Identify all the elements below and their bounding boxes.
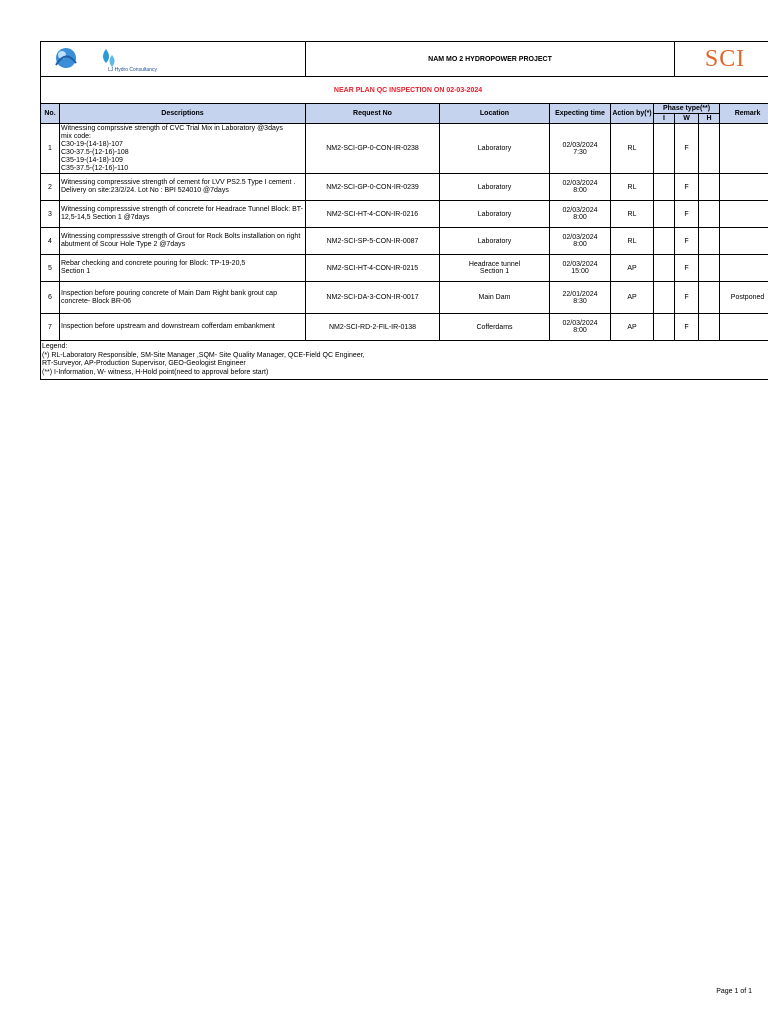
col-location: Location — [440, 104, 550, 124]
row-action-by: AP — [611, 282, 654, 314]
row-location: Laboratory — [440, 228, 550, 255]
row-phase-h — [699, 314, 720, 341]
row-request-no: NM2-SCI-HT-4-CON-IR-0216 — [306, 201, 440, 228]
col-no: No. — [41, 104, 60, 124]
row-phase-h — [699, 201, 720, 228]
legend — [41, 341, 768, 380]
col-remark: Remark — [720, 104, 768, 124]
row-expecting-time: 02/03/2024 8:00 — [550, 228, 611, 255]
col-action-by: Action by(*) — [611, 104, 654, 124]
row-description: Witnessing compresssive strength of concrete for Headrace Tunnel Block: BT-12,5-14,5 Section 1 @7days — [60, 201, 306, 228]
row-expecting-time: 02/03/2024 8:00 — [550, 201, 611, 228]
table-row — [41, 201, 768, 228]
inspection-table — [40, 41, 768, 380]
row-phase-h — [699, 124, 720, 174]
legend-line: (*) RL-Laboratory Responsible, SM-Site Manager ,SQM- Site Quality Manager, QCE-Field QC Engineer, — [42, 351, 365, 359]
row-request-no: NM2-SCI-DA-3-CON-IR-0017 — [306, 282, 440, 314]
table-row — [41, 314, 768, 341]
row-phase-w: F — [675, 314, 699, 341]
row-no: 5 — [41, 255, 60, 282]
row-phase-w: F — [675, 255, 699, 282]
table-row — [41, 228, 768, 255]
row-phase-w: F — [675, 174, 699, 201]
col-request-no: Request No — [306, 104, 440, 124]
row-request-no: NM2-SCI-SP-5-CON-IR-0087 — [306, 228, 440, 255]
row-description: Witnessing compresssive strength of Grout for Rock Bolts installation on right abutment of Scour Hole Type 2 @7days — [60, 228, 306, 255]
legend-title: Legend: — [42, 343, 68, 350]
row-location: Cofferdams — [440, 314, 550, 341]
row-phase-h — [699, 255, 720, 282]
row-request-no: NM2-SCI-GP-0-CON-IR-0238 — [306, 124, 440, 174]
row-action-by: AP — [611, 255, 654, 282]
row-phase-i — [654, 282, 675, 314]
row-description: Rebar checking and concrete pouring for Block: TP-19-20,5 Section 1 — [60, 255, 306, 282]
row-request-no: NM2-SCI-RD-2-FIL-IR-0138 — [306, 314, 440, 341]
row-description: Witnessing compresssive strength of cement for LVV PS2.5 Type I cement . Delivery on site:23/2/24. Lot No : BPI 524010 @7days — [60, 174, 306, 201]
row-phase-i — [654, 255, 675, 282]
table-row — [41, 124, 768, 174]
row-location: Main Dam — [440, 282, 550, 314]
row-phase-h — [699, 174, 720, 201]
table-row — [41, 174, 768, 201]
row-action-by: RL — [611, 124, 654, 174]
row-action-by: RL — [611, 201, 654, 228]
row-phase-h — [699, 282, 720, 314]
row-expecting-time: 02/03/2024 15:00 — [550, 255, 611, 282]
col-phase-i: I — [654, 114, 675, 124]
col-phase-type: Phase type(**) — [654, 104, 720, 114]
row-phase-w: F — [675, 201, 699, 228]
row-expecting-time: 02/03/2024 7:30 — [550, 124, 611, 174]
row-phase-h — [699, 228, 720, 255]
row-phase-i — [654, 228, 675, 255]
row-phase-i — [654, 174, 675, 201]
row-remark — [720, 201, 768, 228]
row-remark — [720, 314, 768, 341]
left-logo — [41, 42, 306, 77]
row-remark — [720, 228, 768, 255]
row-no: 4 — [41, 228, 60, 255]
row-location: Laboratory — [440, 201, 550, 228]
page-subtitle: NEAR PLAN QC INSPECTION ON 02-03-2024 — [41, 77, 768, 104]
row-phase-i — [654, 124, 675, 174]
row-remark — [720, 124, 768, 174]
row-description: Inspection before pouring concrete of Main Dam Right bank grout cap concrete- Block BR-06 — [60, 282, 306, 314]
row-description: Witnessing comprssive strength of CVC Trial Mix in Laboratory @3days mix code: C30-19-(14-18)-107 C30-37.5-(12-16)-108 C35-19-(14-18)-109 C35-37.5-(12-16)-110 — [60, 124, 306, 174]
row-phase-w: F — [675, 124, 699, 174]
company-logo-icon — [42, 43, 192, 73]
logo-caption: LJ Hydro Consultancy — [108, 67, 157, 73]
row-request-no: NM2-SCI-GP-0-CON-IR-0239 — [306, 174, 440, 201]
right-logo — [675, 42, 768, 77]
row-phase-i — [654, 314, 675, 341]
row-expecting-time: 02/03/2024 8:00 — [550, 174, 611, 201]
page-number: Page 1 of 1 — [716, 988, 752, 995]
row-no: 1 — [41, 124, 60, 174]
row-expecting-time: 22/01/2024 8:30 — [550, 282, 611, 314]
row-phase-w: F — [675, 282, 699, 314]
sci-logo: SCI — [704, 45, 746, 72]
col-phase-w: W — [675, 114, 699, 124]
row-remark: Postponed — [720, 282, 768, 314]
row-phase-w: F — [675, 228, 699, 255]
table-row — [41, 282, 768, 314]
row-no: 7 — [41, 314, 60, 341]
project-title: NAM MO 2 HYDROPOWER PROJECT — [306, 42, 675, 77]
row-remark — [720, 255, 768, 282]
col-expecting-time: Expecting time — [550, 104, 611, 124]
row-action-by: AP — [611, 314, 654, 341]
row-no: 6 — [41, 282, 60, 314]
row-request-no: NM2-SCI-HT-4-CON-IR-0215 — [306, 255, 440, 282]
col-descriptions: Descriptions — [60, 104, 306, 124]
legend-line: RT-Surveyor, AP-Production Supervisor, GEO-Geologist Engineer — [42, 360, 246, 367]
row-no: 3 — [41, 201, 60, 228]
row-action-by: RL — [611, 228, 654, 255]
row-action-by: RL — [611, 174, 654, 201]
row-remark — [720, 174, 768, 201]
row-expecting-time: 02/03/2024 8:00 — [550, 314, 611, 341]
legend-line: (**) I-Information, W- witness, H-Hold point(need to approval before start) — [42, 368, 269, 376]
col-phase-h: H — [699, 114, 720, 124]
row-phase-i — [654, 201, 675, 228]
table-row — [41, 255, 768, 282]
row-location: Laboratory — [440, 124, 550, 174]
row-no: 2 — [41, 174, 60, 201]
row-location: Laboratory — [440, 174, 550, 201]
row-location: Headrace tunnel Section 1 — [440, 255, 550, 282]
row-description: Inspection before upstream and downstream cofferdam embankment — [60, 314, 306, 341]
